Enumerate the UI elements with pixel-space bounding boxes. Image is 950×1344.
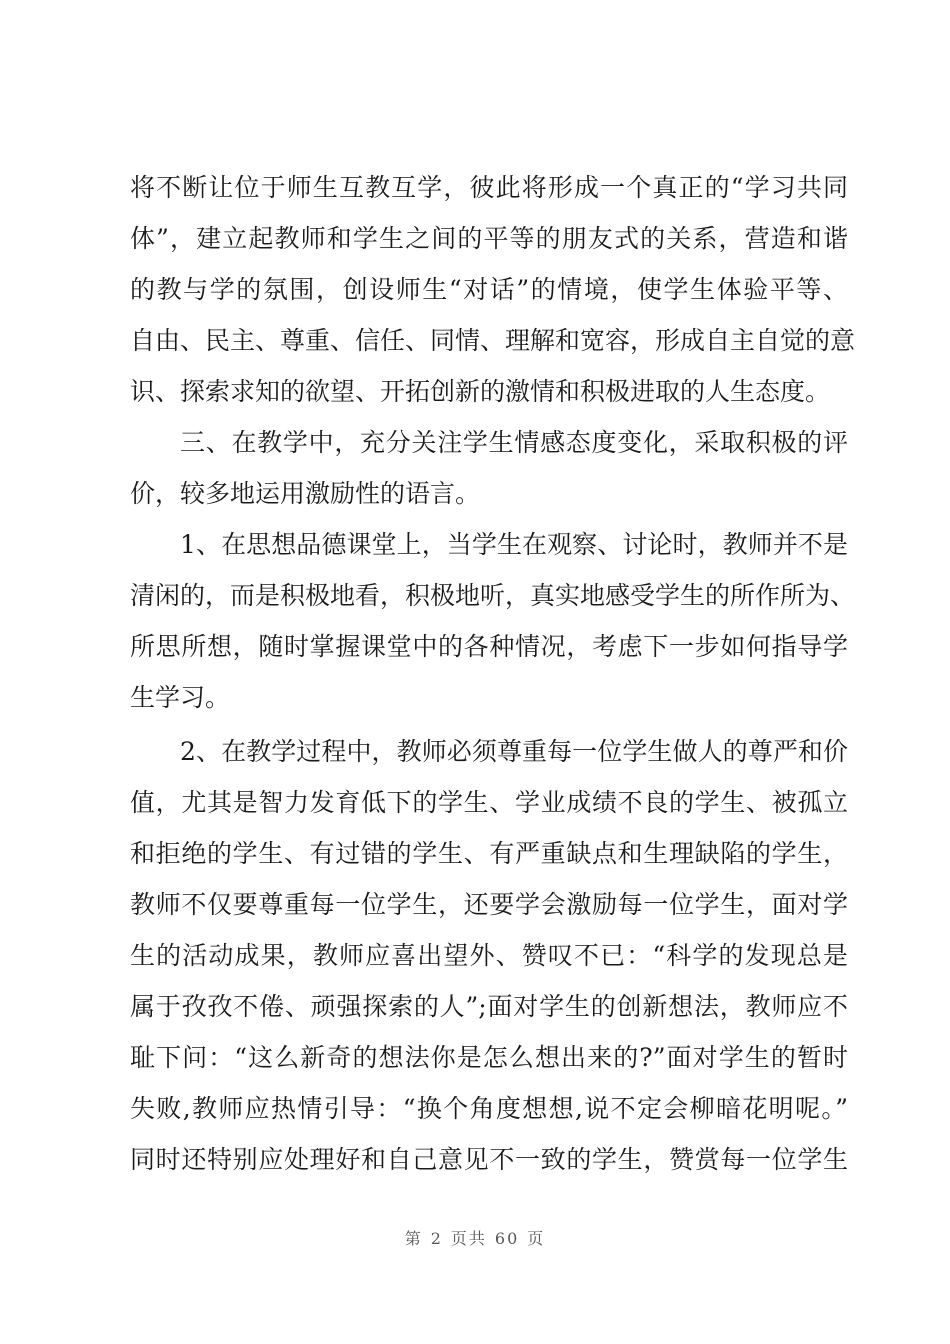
footer-label-end: 页 (527, 1229, 546, 1248)
text-line: 和拒绝的学生、有过错的学生、有严重缺点和生理缺陷的学生， (130, 839, 848, 868)
text-line: 价，较多地运用激励性的语言。 (130, 479, 481, 508)
section-heading-line: 三、在教学中，充分关注学生情感态度变化，采取积极的评 (180, 428, 848, 457)
text-line: 生的活动成果，教师应喜出望外、赞叹不已：“科学的发现总是 (130, 941, 848, 970)
text-line: 体”，建立起教师和学生之间的平等的朋友式的关系，营造和谐 (130, 224, 848, 253)
text-line: 生学习。 (130, 683, 231, 712)
footer-current-page: 2 (430, 1229, 443, 1248)
footer-total-pages: 60 (494, 1229, 520, 1248)
text-line: 值，尤其是智力发育低下的学生、学业成绩不良的学生、被孤立 (130, 788, 848, 817)
page-footer (0, 1226, 950, 1249)
list-item-line: 2、在教学过程中，教师必须尊重每一位学生做人的尊严和价 (180, 737, 848, 766)
footer-label-total: 页共 (450, 1229, 487, 1248)
text-line: 耻下问：“这么新奇的想法你是怎么想出来的?”面对学生的暂时 (130, 1043, 848, 1072)
text-line: 的教与学的氛围，创设师生“对话”的情境，使学生体验平等、 (130, 275, 848, 304)
document-body (130, 166, 856, 1189)
text-line: 识、探索求知的欲望、开拓创新的激情和积极进取的人生态度。 (130, 377, 831, 406)
list-item-line: 1、在思想品德课堂上，当学生在观察、讨论时，教师并不是 (180, 530, 848, 559)
text-line: 所思所想，随时掌握课堂中的各种情况，考虑下一步如何指导学 (130, 632, 848, 661)
footer-label-page: 第 (404, 1229, 423, 1248)
text-line: 同时还特别应处理好和自己意见不一致的学生，赞赏每一位学生 (130, 1145, 848, 1174)
text-line: 属于孜孜不倦、顽强探索的人”;面对学生的创新想法，教师应不 (130, 992, 848, 1021)
text-line: 自由、民主、尊重、信任、同情、理解和宽容，形成自主自觉的意 (130, 326, 856, 355)
text-line: 教师不仅要尊重每一位学生，还要学会激励每一位学生，面对学 (130, 890, 848, 919)
text-line: 清闲的，而是积极地看，积极地听，真实地感受学生的所作所为、 (130, 581, 856, 610)
text-line: 将不断让位于师生互教互学，彼此将形成一个真正的“学习共同 (130, 173, 848, 202)
text-line: 失败,教师应热情引导：“换个角度想想,说不定会柳暗花明呢。” (130, 1094, 848, 1123)
